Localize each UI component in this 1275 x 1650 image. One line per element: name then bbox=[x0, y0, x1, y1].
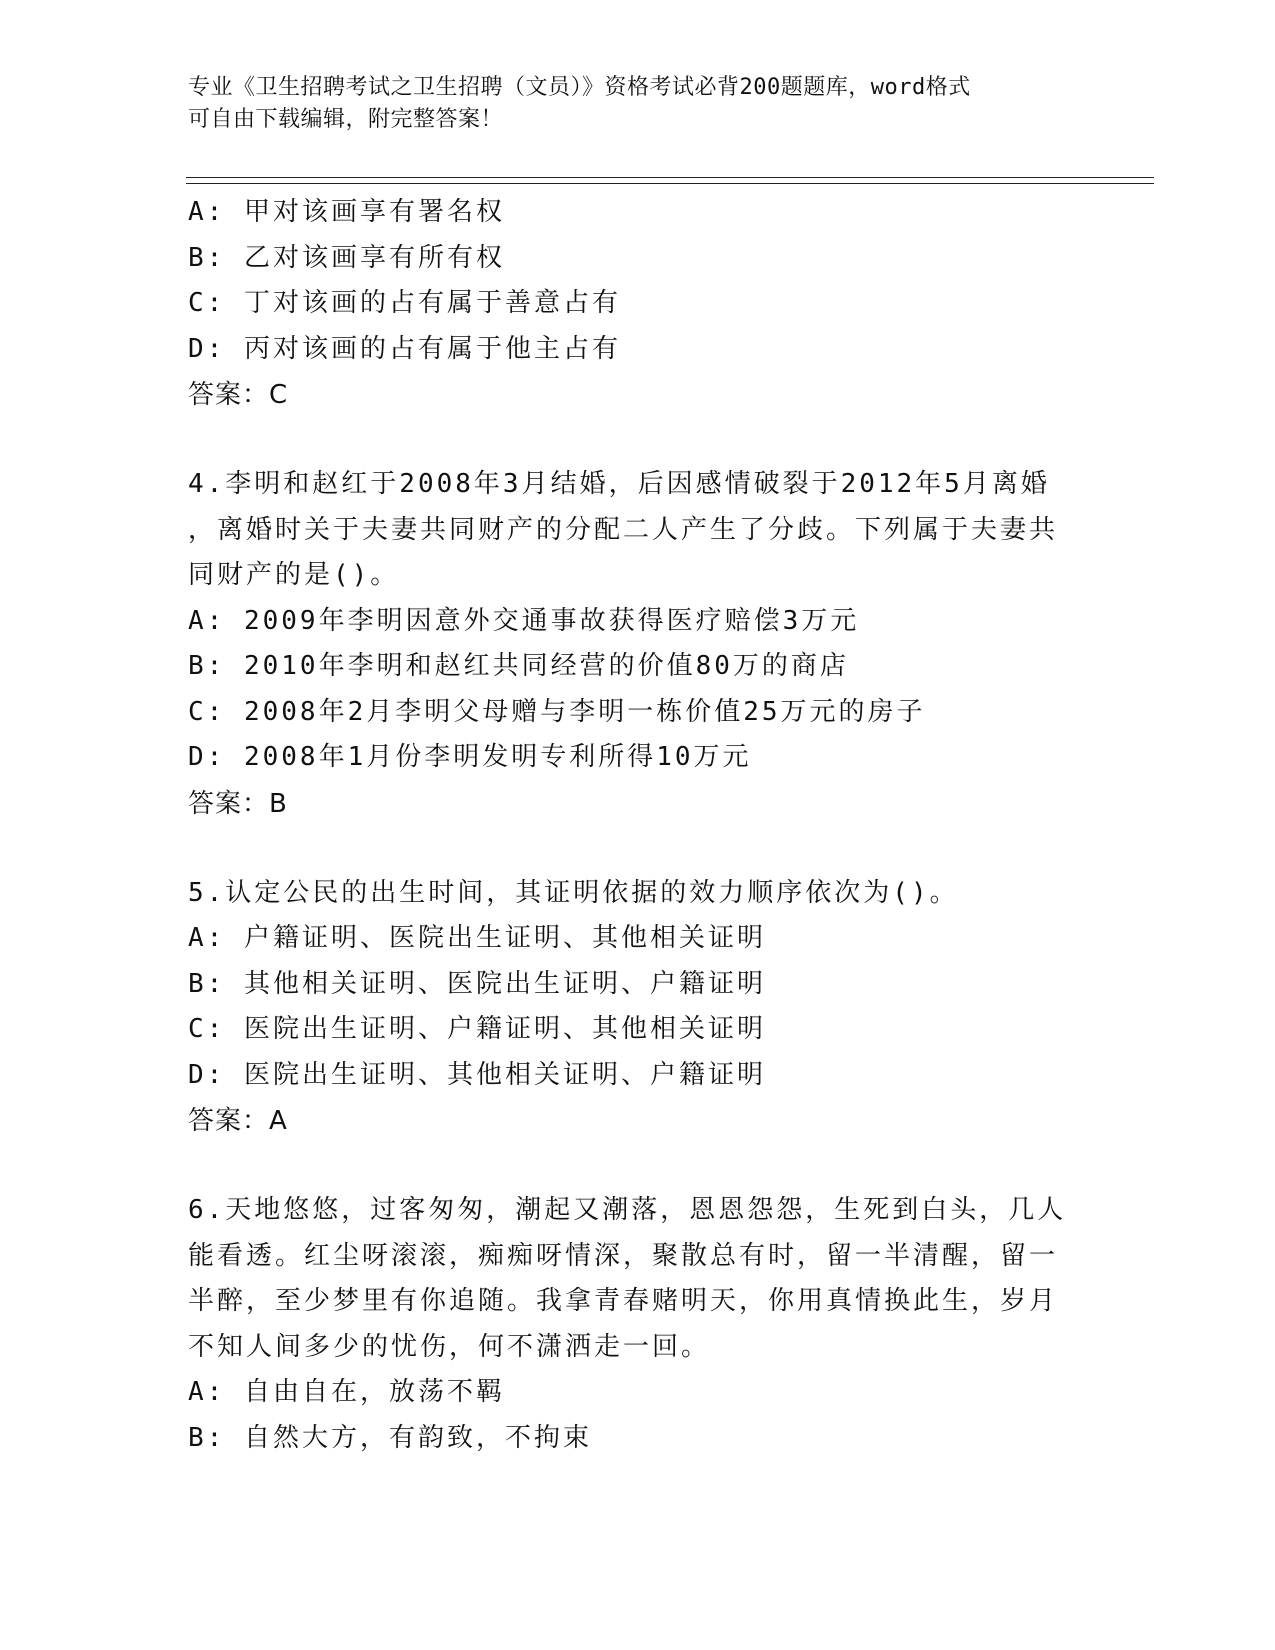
option-a: A: 甲对该画享有署名权 bbox=[188, 197, 505, 227]
answer: 答案：A bbox=[188, 1106, 288, 1136]
option-d: D: 医院出生证明、其他相关证明、户籍证明 bbox=[188, 1059, 766, 1090]
header-title-line-2: 可自由下载编辑，附完整答案！ bbox=[188, 107, 504, 132]
option-c: C: 丁对该画的占有属于善意占有 bbox=[188, 288, 621, 318]
answer: 答案：B bbox=[188, 788, 288, 819]
header-divider-bottom bbox=[186, 183, 1154, 184]
question-stem-line: 6.天地悠悠，过客匆匆，潮起又潮落，恩恩怨怨，生死到白头，几人 bbox=[188, 1195, 1067, 1225]
option-a: A: 户籍证明、医院出生证明、其他相关证明 bbox=[188, 923, 766, 953]
question-stem-line: 5.认定公民的出生时间，其证明依据的效力顺序依次为()。 bbox=[188, 877, 959, 908]
header-divider-top bbox=[186, 177, 1154, 178]
document-header bbox=[188, 72, 1088, 136]
spacer bbox=[188, 1144, 1088, 1188]
question-stem-line: 半醉，至少梦里有你追随。我拿青春赌明天，你用真情换此生，岁月 bbox=[188, 1286, 1059, 1316]
option-a: A: 2009年李明因意外交通事故获得医疗赔偿3万元 bbox=[188, 605, 860, 636]
option-b: B: 乙对该画享有所有权 bbox=[188, 242, 505, 273]
question-stem-line: 不知人间多少的忧伤，何不潇洒走一回。 bbox=[188, 1331, 711, 1362]
question-5 bbox=[188, 871, 1088, 1145]
question-4 bbox=[188, 462, 1088, 827]
spacer bbox=[188, 827, 1088, 871]
question-stem-line: 能看透。红尘呀滚滚，痴痴呀情深，聚散总有时，留一半清醒，留一 bbox=[188, 1240, 1059, 1271]
question-stem-line: 同财产的是()。 bbox=[188, 560, 400, 590]
question-3-continued bbox=[188, 190, 1088, 418]
option-a: A: 自由自在，放荡不羁 bbox=[188, 1377, 505, 1407]
header-title-line-1: 专业《卫生招聘考试之卫生招聘（文员）》资格考试必背200题题库，word格式 bbox=[188, 75, 971, 100]
question-6 bbox=[188, 1188, 1088, 1461]
option-c: C: 2008年2月李明父母赠与李明一栋价值25万元的房子 bbox=[188, 696, 926, 727]
option-d: D: 丙对该画的占有属于他主占有 bbox=[188, 333, 621, 364]
option-c: C: 医院出生证明、户籍证明、其他相关证明 bbox=[188, 1014, 766, 1044]
option-b: B: 其他相关证明、医院出生证明、户籍证明 bbox=[188, 968, 766, 999]
question-stem-line: ，离婚时关于夫妻共同财产的分配二人产生了分歧。下列属于夫妻共 bbox=[188, 514, 1059, 545]
question-content bbox=[188, 190, 1088, 1461]
question-stem-line: 4.李明和赵红于2008年3月结婚，后因感情破裂于2012年5月离婚 bbox=[188, 469, 1050, 499]
answer: 答案：C bbox=[188, 380, 289, 410]
option-b: B: 2010年李明和赵红共同经营的价值80万的商店 bbox=[188, 651, 849, 681]
option-d: D: 2008年1月份李明发明专利所得10万元 bbox=[188, 742, 752, 772]
spacer bbox=[188, 418, 1088, 462]
option-b: B: 自然大方，有韵致，不拘束 bbox=[188, 1422, 592, 1453]
